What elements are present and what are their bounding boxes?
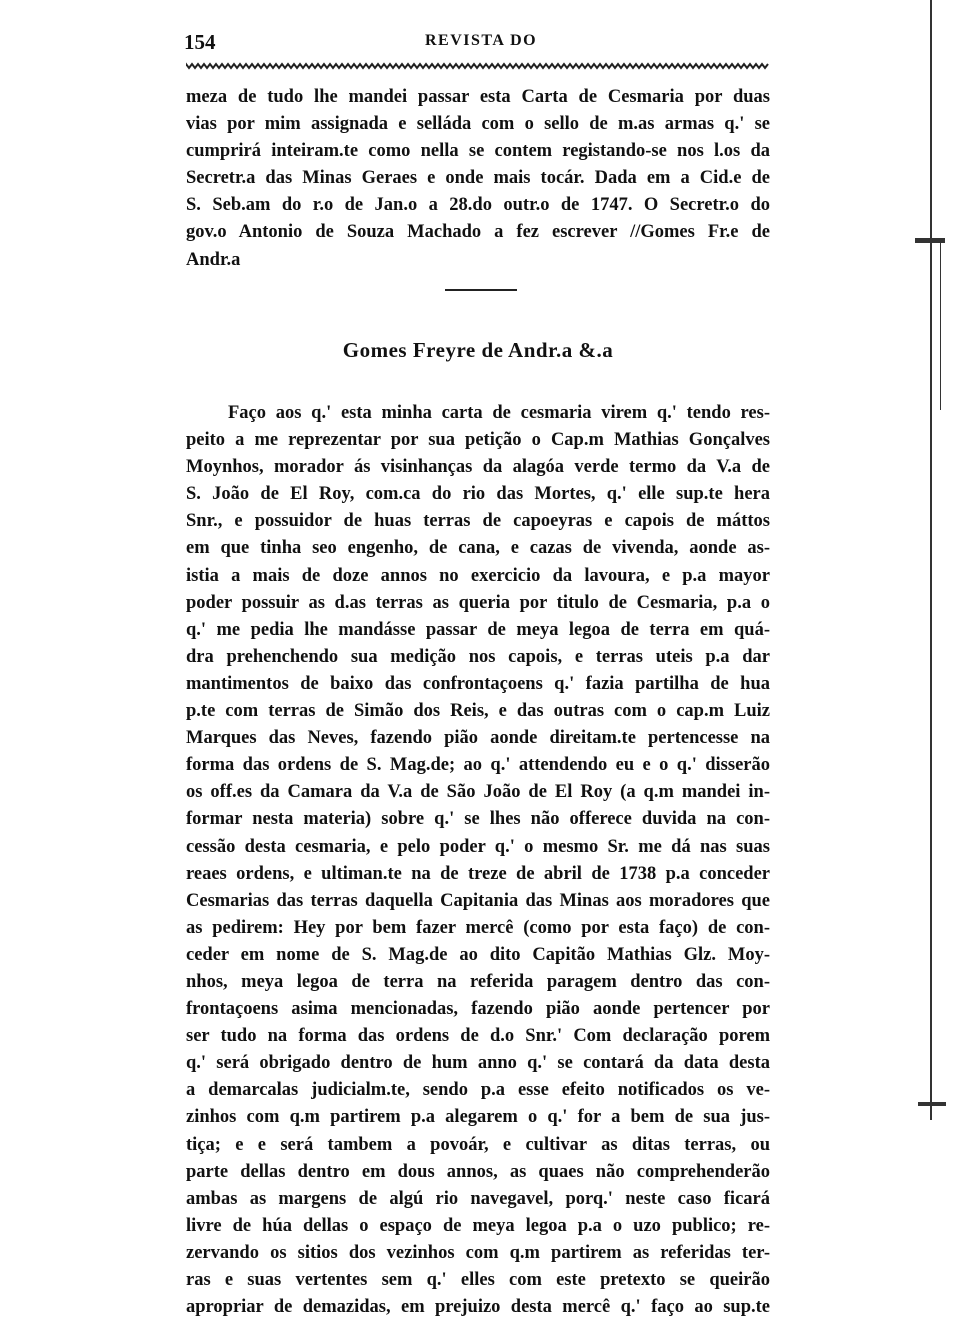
text-line: parte dellas dentro em dous annos, as quaes não comprehenderão	[186, 1161, 770, 1182]
text-line: zervando os sitios dos vezinhos com q.m partirem as referidas ter-	[186, 1242, 770, 1263]
text-line: Snr., e possuidor de huas terras de capoeyras e capois de máttos	[186, 511, 770, 532]
text-line: apropriar de demazidas, em prejuizo desta mercê q.' faço ao sup.te	[186, 1297, 770, 1318]
text-line: cessão desta cesmaria, e pelo poder q.' o mesmo Sr. me dá nas suas	[186, 836, 770, 857]
text-line: Marques das Neves, fazendo pião aonde direitam.te pertencesse na	[186, 728, 770, 749]
text-line: livre de húa dellas o espaço de meya legoa p.a o uzo publico; re-	[186, 1215, 770, 1236]
text-line: forma das ordens de S. Mag.de; ao q.' attendendo eu e o q.' disserão	[186, 755, 770, 776]
scan-margin-line	[930, 0, 932, 1120]
text-line: Moynhos, morador ás visinhanças da alagóa verde termo da V.a de	[186, 457, 770, 478]
text-line: ras e suas vertentes sem q.' elles com este pretexto se queirão	[186, 1270, 770, 1290]
text-line: os off.es da Camara da V.a de São João de El Roy (a q.m mandei in-	[186, 782, 770, 803]
text-line: reaes ordens, e ultiman.te na de treze de abril de 1738 p.a conceder	[186, 863, 770, 884]
header-rule	[186, 62, 770, 70]
page-number: 154	[184, 30, 216, 54]
text-line: Cesmarias das terras daquella Capitania das Minas aos moradores que	[186, 890, 770, 911]
text-line: dra prehenchendo sua medição nos capois, e terras uteis p.a dar	[186, 646, 770, 667]
text-line: as pedirem: Hey por bem fazer mercê (como por esta faço) de con-	[186, 917, 770, 938]
text-line: zinhos com q.m partirem p.a alegarem o q.' for a bem de sua jus-	[186, 1107, 770, 1128]
running-head: REVISTA DO	[425, 32, 538, 49]
text-line: gov.o Antonio de Souza Machado a fez escrever //Gomes Fr.e de	[186, 222, 770, 243]
text-line: poder possuir as d.as terras as queria por titulo de Cesmaria, p.a o	[186, 592, 770, 613]
scan-margin-mark	[918, 1102, 946, 1106]
text-line: Secretr.a das Minas Geraes e onde mais tocár. Dada em a Cid.e de	[186, 168, 770, 189]
text-line: q.' me pedia lhe mandásse passar de meya legoa de terra em quá-	[186, 619, 770, 640]
text-line: frontaçoens asima mencionadas, fazendo pião aonde pertencer por	[186, 999, 770, 1020]
text-line: S. João de El Roy, com.ca do rio das Mortes, q.' elle sup.te hera	[186, 484, 770, 505]
text-line: tiça; e e será tambem a povoár, e cultivar as ditas terras, ou	[186, 1134, 770, 1155]
text-line: istia a mais de doze annos no exercicio da lavoura, e p.a mayor	[186, 565, 770, 586]
paragraph-carta	[186, 400, 770, 1321]
paragraph-continued	[186, 84, 770, 274]
text-line: vias por mim assignada e selláda com o sello de m.as armas q.' se	[186, 114, 770, 135]
text-line: cumprirá inteiram.te como nella se contem registando-se nos l.os da	[186, 141, 770, 162]
text-line: q.' será obrigado dentro de hum anno q.' se contará da data desta	[186, 1053, 770, 1074]
text-line: formar nesta materia) sobre q.' se lhes não offerece duvida na con-	[186, 809, 770, 830]
text-line: peito a me reprezentar por sua petição o Cap.m Mathias Gonçalves	[186, 430, 770, 451]
scan-margin-line	[940, 240, 941, 410]
section-separator	[445, 289, 517, 291]
text-line: ceder em nome de S. Mag.de ao dito Capitão Mathias Glz. Moy-	[186, 944, 770, 965]
text-line: mantimentos de baixo das confrontaçoens q.' fazia partilha de hua	[186, 673, 770, 694]
section-title: Gomes Freyre de Andr.a &.a	[342, 338, 614, 362]
text-line: ser tudo na forma das ordens de d.o Snr.' Com declaração porem	[186, 1026, 770, 1047]
text-line: ambas as margens de algú rio navegavel, porq.' neste caso ficará	[186, 1188, 770, 1209]
text-line: em que tinha seo engenho, de cana, e cazas de vivenda, aonde as-	[186, 538, 770, 559]
text-line: Andr.a	[186, 249, 241, 270]
text-line: S. Seb.am do r.o de Jan.o a 28.do outr.o de 1747. O Secretr.o do	[186, 195, 770, 216]
text-line: p.te com terras de Simão dos Reis, e das outras com o cap.m Luiz	[186, 701, 770, 722]
text-line: a demarcalas judicialm.te, sendo p.a esse efeito notificados os ve-	[186, 1080, 770, 1101]
text-line: meza de tudo lhe mandei passar esta Carta de Cesmaria por duas	[186, 87, 770, 107]
text-line: Faço aos q.' esta minha carta de cesmaria virem q.' tendo res-	[228, 403, 770, 423]
text-line: nhos, meya legoa de terra na referida paragem dentro das con-	[186, 971, 770, 992]
